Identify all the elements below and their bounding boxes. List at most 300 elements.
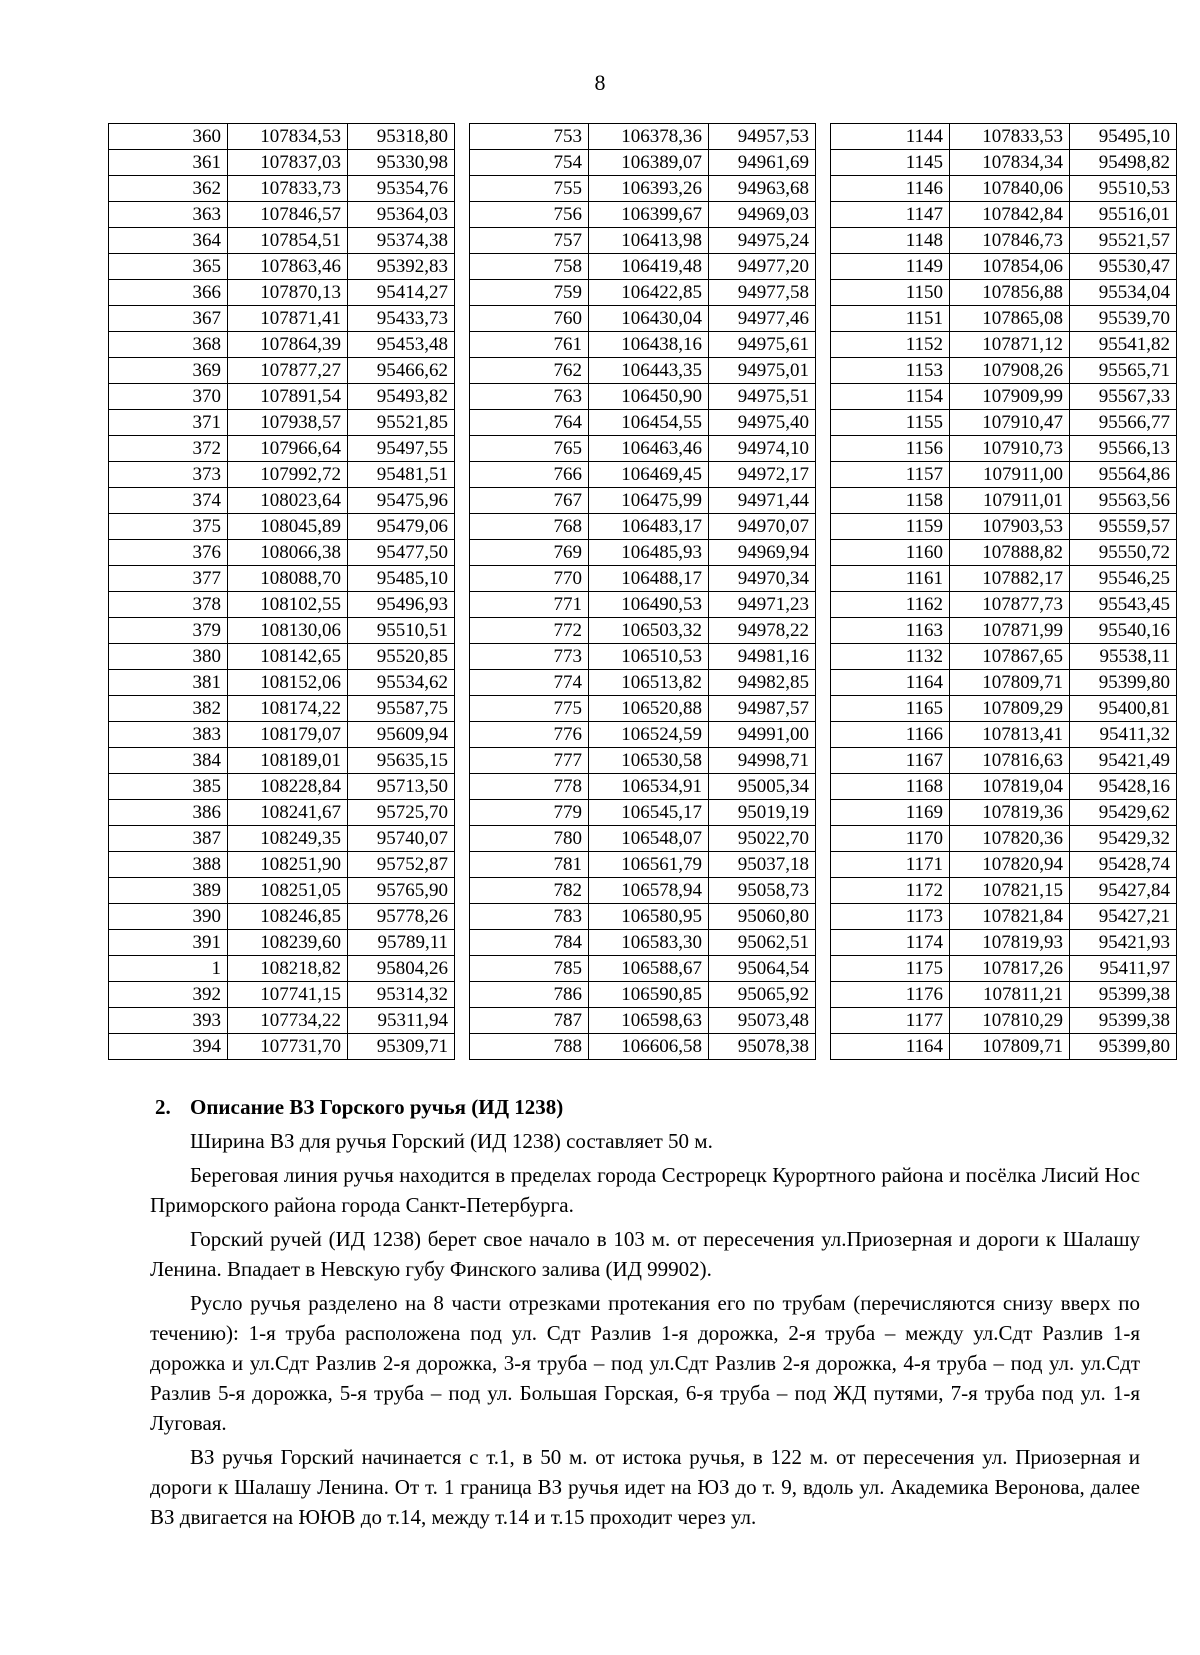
point-number-cell: 362 bbox=[109, 176, 228, 202]
x-coordinate-cell: 108023,64 bbox=[228, 488, 348, 514]
table-row bbox=[831, 748, 1177, 774]
point-number-cell: 1148 bbox=[831, 228, 950, 254]
table-row bbox=[831, 332, 1177, 358]
x-coordinate-cell: 106510,53 bbox=[589, 644, 709, 670]
table-row bbox=[831, 202, 1177, 228]
x-coordinate-cell: 106561,79 bbox=[589, 852, 709, 878]
point-number-cell: 777 bbox=[470, 748, 589, 774]
point-number-cell: 754 bbox=[470, 150, 589, 176]
y-coordinate-cell: 94974,10 bbox=[709, 436, 816, 462]
point-number-cell: 380 bbox=[109, 644, 228, 670]
y-coordinate-cell: 94975,40 bbox=[709, 410, 816, 436]
point-number-cell: 756 bbox=[470, 202, 589, 228]
table-row bbox=[470, 384, 816, 410]
table-row bbox=[109, 540, 455, 566]
point-number-cell: 367 bbox=[109, 306, 228, 332]
point-number-cell: 1 bbox=[109, 956, 228, 982]
x-coordinate-cell: 107834,53 bbox=[228, 124, 348, 150]
y-coordinate-cell: 95543,45 bbox=[1070, 592, 1177, 618]
table-row bbox=[470, 228, 816, 254]
y-coordinate-cell: 95563,56 bbox=[1070, 488, 1177, 514]
x-coordinate-cell: 106598,63 bbox=[589, 1008, 709, 1034]
point-number-cell: 1145 bbox=[831, 150, 950, 176]
point-number-cell: 1170 bbox=[831, 826, 950, 852]
y-coordinate-cell: 95534,62 bbox=[348, 670, 455, 696]
paragraph: ВЗ ручья Горский начинается с т.1, в 50 м. от истока ручья, в 122 м. от пересечения ул. Приозерная и дороги к Шалашу Ленина. От т. 1 граница ВЗ ручья идет на ЮЗ до т. 9, вдоль ул. Академика Веронова, далее ВЗ двигается на ЮЮВ до т.14, между т.14 и т.15 проходит через ул. bbox=[150, 1445, 1140, 1529]
point-number-cell: 363 bbox=[109, 202, 228, 228]
table-row bbox=[831, 956, 1177, 982]
y-coordinate-cell: 95354,76 bbox=[348, 176, 455, 202]
x-coordinate-cell: 106443,35 bbox=[589, 358, 709, 384]
point-number-cell: 771 bbox=[470, 592, 589, 618]
y-coordinate-cell: 95428,74 bbox=[1070, 852, 1177, 878]
y-coordinate-cell: 95510,53 bbox=[1070, 176, 1177, 202]
point-number-cell: 766 bbox=[470, 462, 589, 488]
y-coordinate-cell: 95065,92 bbox=[709, 982, 816, 1008]
point-number-cell: 782 bbox=[470, 878, 589, 904]
y-coordinate-cell: 95609,94 bbox=[348, 722, 455, 748]
point-number-cell: 372 bbox=[109, 436, 228, 462]
y-coordinate-cell: 95392,83 bbox=[348, 254, 455, 280]
point-number-cell: 1172 bbox=[831, 878, 950, 904]
point-number-cell: 1149 bbox=[831, 254, 950, 280]
table-row bbox=[831, 150, 1177, 176]
point-number-cell: 1157 bbox=[831, 462, 950, 488]
table-row bbox=[470, 332, 816, 358]
x-coordinate-cell: 107908,26 bbox=[950, 358, 1070, 384]
table-row bbox=[109, 306, 455, 332]
x-coordinate-cell: 107819,36 bbox=[950, 800, 1070, 826]
table-row bbox=[470, 774, 816, 800]
table-row bbox=[470, 722, 816, 748]
y-coordinate-cell: 95496,93 bbox=[348, 592, 455, 618]
x-coordinate-cell: 108189,01 bbox=[228, 748, 348, 774]
point-number-cell: 1152 bbox=[831, 332, 950, 358]
point-number-cell: 780 bbox=[470, 826, 589, 852]
x-coordinate-cell: 108066,38 bbox=[228, 540, 348, 566]
x-coordinate-cell: 107877,27 bbox=[228, 358, 348, 384]
y-coordinate-cell: 95062,51 bbox=[709, 930, 816, 956]
table-row bbox=[470, 410, 816, 436]
y-coordinate-cell: 95318,80 bbox=[348, 124, 455, 150]
point-number-cell: 1168 bbox=[831, 774, 950, 800]
table-row bbox=[109, 566, 455, 592]
table-row bbox=[109, 1034, 455, 1060]
point-number-cell: 779 bbox=[470, 800, 589, 826]
x-coordinate-cell: 108249,35 bbox=[228, 826, 348, 852]
table-row bbox=[109, 878, 455, 904]
point-number-cell: 361 bbox=[109, 150, 228, 176]
table-row bbox=[109, 280, 455, 306]
x-coordinate-cell: 106422,85 bbox=[589, 280, 709, 306]
table-row bbox=[470, 982, 816, 1008]
y-coordinate-cell: 95399,80 bbox=[1070, 670, 1177, 696]
table-row bbox=[109, 1008, 455, 1034]
x-coordinate-cell: 107809,71 bbox=[950, 1034, 1070, 1060]
point-number-cell: 783 bbox=[470, 904, 589, 930]
table-row bbox=[109, 748, 455, 774]
y-coordinate-cell: 94987,57 bbox=[709, 696, 816, 722]
point-number-cell: 770 bbox=[470, 566, 589, 592]
table-row bbox=[831, 1008, 1177, 1034]
y-coordinate-cell: 95078,38 bbox=[709, 1034, 816, 1060]
point-number-cell: 1176 bbox=[831, 982, 950, 1008]
point-number-cell: 753 bbox=[470, 124, 589, 150]
table-row bbox=[831, 644, 1177, 670]
point-number-cell: 776 bbox=[470, 722, 589, 748]
y-coordinate-cell: 94957,53 bbox=[709, 124, 816, 150]
y-coordinate-cell: 95427,21 bbox=[1070, 904, 1177, 930]
point-number-cell: 1151 bbox=[831, 306, 950, 332]
point-number-cell: 757 bbox=[470, 228, 589, 254]
table-row bbox=[470, 358, 816, 384]
point-number-cell: 1144 bbox=[831, 124, 950, 150]
y-coordinate-cell: 95752,87 bbox=[348, 852, 455, 878]
y-coordinate-cell: 95433,73 bbox=[348, 306, 455, 332]
y-coordinate-cell: 95309,71 bbox=[348, 1034, 455, 1060]
x-coordinate-cell: 106588,67 bbox=[589, 956, 709, 982]
x-coordinate-cell: 107891,54 bbox=[228, 384, 348, 410]
y-coordinate-cell: 94978,22 bbox=[709, 618, 816, 644]
x-coordinate-cell: 106548,07 bbox=[589, 826, 709, 852]
x-coordinate-cell: 107854,06 bbox=[950, 254, 1070, 280]
point-number-cell: 1174 bbox=[831, 930, 950, 956]
table-row bbox=[109, 618, 455, 644]
y-coordinate-cell: 95566,77 bbox=[1070, 410, 1177, 436]
y-coordinate-cell: 95559,57 bbox=[1070, 514, 1177, 540]
point-number-cell: 1161 bbox=[831, 566, 950, 592]
x-coordinate-cell: 106513,82 bbox=[589, 670, 709, 696]
x-coordinate-cell: 106530,58 bbox=[589, 748, 709, 774]
table-row bbox=[831, 904, 1177, 930]
table-row bbox=[470, 436, 816, 462]
table-row bbox=[470, 748, 816, 774]
table-row bbox=[109, 202, 455, 228]
x-coordinate-cell: 106393,26 bbox=[589, 176, 709, 202]
y-coordinate-cell: 95022,70 bbox=[709, 826, 816, 852]
point-number-cell: 1146 bbox=[831, 176, 950, 202]
y-coordinate-cell: 95516,01 bbox=[1070, 202, 1177, 228]
y-coordinate-cell: 95037,18 bbox=[709, 852, 816, 878]
table-row bbox=[470, 800, 816, 826]
x-coordinate-cell: 107813,41 bbox=[950, 722, 1070, 748]
table-row bbox=[470, 618, 816, 644]
y-coordinate-cell: 95399,38 bbox=[1070, 1008, 1177, 1034]
x-coordinate-cell: 107741,15 bbox=[228, 982, 348, 1008]
point-number-cell: 386 bbox=[109, 800, 228, 826]
point-number-cell: 379 bbox=[109, 618, 228, 644]
section-title: Описание ВЗ Горского ручья (ИД 1238) bbox=[190, 1095, 564, 1119]
x-coordinate-cell: 108130,06 bbox=[228, 618, 348, 644]
table-row bbox=[109, 228, 455, 254]
table-row bbox=[470, 514, 816, 540]
point-number-cell: 1159 bbox=[831, 514, 950, 540]
y-coordinate-cell: 94977,20 bbox=[709, 254, 816, 280]
table-row bbox=[470, 176, 816, 202]
table-row bbox=[470, 124, 816, 150]
x-coordinate-cell: 107909,99 bbox=[950, 384, 1070, 410]
point-number-cell: 758 bbox=[470, 254, 589, 280]
x-coordinate-cell: 107910,47 bbox=[950, 410, 1070, 436]
table-row bbox=[831, 306, 1177, 332]
y-coordinate-cell: 95778,26 bbox=[348, 904, 455, 930]
x-coordinate-cell: 108251,90 bbox=[228, 852, 348, 878]
y-coordinate-cell: 94975,24 bbox=[709, 228, 816, 254]
table-row bbox=[470, 1034, 816, 1060]
point-number-cell: 1175 bbox=[831, 956, 950, 982]
paragraph: Береговая линия ручья находится в пределах города Сестрорецк Курортного района и посёлка Лисий Нос Приморского района города Санкт-Петербурга. bbox=[150, 1163, 1140, 1217]
table-row bbox=[470, 540, 816, 566]
x-coordinate-cell: 107911,01 bbox=[950, 488, 1070, 514]
x-coordinate-cell: 106578,94 bbox=[589, 878, 709, 904]
x-coordinate-cell: 106590,85 bbox=[589, 982, 709, 1008]
point-number-cell: 360 bbox=[109, 124, 228, 150]
point-number-cell: 384 bbox=[109, 748, 228, 774]
x-coordinate-cell: 107882,17 bbox=[950, 566, 1070, 592]
point-number-cell: 765 bbox=[470, 436, 589, 462]
x-coordinate-cell: 107903,53 bbox=[950, 514, 1070, 540]
point-number-cell: 786 bbox=[470, 982, 589, 1008]
y-coordinate-cell: 95725,70 bbox=[348, 800, 455, 826]
x-coordinate-cell: 108246,85 bbox=[228, 904, 348, 930]
y-coordinate-cell: 95587,75 bbox=[348, 696, 455, 722]
table-row bbox=[831, 358, 1177, 384]
point-number-cell: 1147 bbox=[831, 202, 950, 228]
x-coordinate-cell: 107734,22 bbox=[228, 1008, 348, 1034]
table-row bbox=[109, 956, 455, 982]
point-number-cell: 1164 bbox=[831, 670, 950, 696]
table-row bbox=[470, 930, 816, 956]
table-row bbox=[109, 930, 455, 956]
point-number-cell: 366 bbox=[109, 280, 228, 306]
table-row bbox=[109, 358, 455, 384]
point-number-cell: 376 bbox=[109, 540, 228, 566]
y-coordinate-cell: 95429,62 bbox=[1070, 800, 1177, 826]
y-coordinate-cell: 95428,16 bbox=[1070, 774, 1177, 800]
table-row bbox=[109, 124, 455, 150]
x-coordinate-cell: 108152,06 bbox=[228, 670, 348, 696]
table-row bbox=[831, 436, 1177, 462]
point-number-cell: 778 bbox=[470, 774, 589, 800]
x-coordinate-cell: 107731,70 bbox=[228, 1034, 348, 1060]
x-coordinate-cell: 107817,26 bbox=[950, 956, 1070, 982]
point-number-cell: 760 bbox=[470, 306, 589, 332]
x-coordinate-cell: 107877,73 bbox=[950, 592, 1070, 618]
y-coordinate-cell: 95546,25 bbox=[1070, 566, 1177, 592]
point-number-cell: 389 bbox=[109, 878, 228, 904]
y-coordinate-cell: 95485,10 bbox=[348, 566, 455, 592]
x-coordinate-cell: 107871,41 bbox=[228, 306, 348, 332]
y-coordinate-cell: 95550,72 bbox=[1070, 540, 1177, 566]
y-coordinate-cell: 95060,80 bbox=[709, 904, 816, 930]
y-coordinate-cell: 94971,23 bbox=[709, 592, 816, 618]
point-number-cell: 390 bbox=[109, 904, 228, 930]
y-coordinate-cell: 95540,16 bbox=[1070, 618, 1177, 644]
table-row bbox=[470, 202, 816, 228]
y-coordinate-cell: 95567,33 bbox=[1070, 384, 1177, 410]
x-coordinate-cell: 106450,90 bbox=[589, 384, 709, 410]
table-row bbox=[831, 826, 1177, 852]
x-coordinate-cell: 107867,65 bbox=[950, 644, 1070, 670]
y-coordinate-cell: 95421,49 bbox=[1070, 748, 1177, 774]
x-coordinate-cell: 107938,57 bbox=[228, 410, 348, 436]
table-row bbox=[109, 462, 455, 488]
point-number-cell: 393 bbox=[109, 1008, 228, 1034]
y-coordinate-cell: 94982,85 bbox=[709, 670, 816, 696]
point-number-cell: 1166 bbox=[831, 722, 950, 748]
x-coordinate-cell: 108102,55 bbox=[228, 592, 348, 618]
y-coordinate-cell: 95538,11 bbox=[1070, 644, 1177, 670]
table-row bbox=[831, 410, 1177, 436]
point-number-cell: 772 bbox=[470, 618, 589, 644]
table-row bbox=[470, 150, 816, 176]
table-row bbox=[109, 982, 455, 1008]
y-coordinate-cell: 95493,82 bbox=[348, 384, 455, 410]
point-number-cell: 1150 bbox=[831, 280, 950, 306]
y-coordinate-cell: 95073,48 bbox=[709, 1008, 816, 1034]
x-coordinate-cell: 106475,99 bbox=[589, 488, 709, 514]
x-coordinate-cell: 107854,51 bbox=[228, 228, 348, 254]
table-row bbox=[470, 826, 816, 852]
x-coordinate-cell: 107837,03 bbox=[228, 150, 348, 176]
x-coordinate-cell: 106469,45 bbox=[589, 462, 709, 488]
table-row bbox=[831, 930, 1177, 956]
y-coordinate-cell: 95564,86 bbox=[1070, 462, 1177, 488]
table-row bbox=[831, 488, 1177, 514]
y-coordinate-cell: 95330,98 bbox=[348, 150, 455, 176]
paragraph: Горский ручей (ИД 1238) берет свое начало в 103 м. от пересечения ул.Приозерная и дороги к Шалашу Ленина. Впадает в Невскую губу Финского залива (ИД 99902). bbox=[150, 1227, 1140, 1281]
y-coordinate-cell: 95713,50 bbox=[348, 774, 455, 800]
y-coordinate-cell: 95498,82 bbox=[1070, 150, 1177, 176]
table-row bbox=[831, 800, 1177, 826]
point-number-cell: 385 bbox=[109, 774, 228, 800]
table-row bbox=[109, 332, 455, 358]
table-row bbox=[470, 852, 816, 878]
x-coordinate-cell: 107833,53 bbox=[950, 124, 1070, 150]
point-number-cell: 392 bbox=[109, 982, 228, 1008]
x-coordinate-cell: 108218,82 bbox=[228, 956, 348, 982]
x-coordinate-cell: 106490,53 bbox=[589, 592, 709, 618]
point-number-cell: 369 bbox=[109, 358, 228, 384]
y-coordinate-cell: 95414,27 bbox=[348, 280, 455, 306]
x-coordinate-cell: 107966,64 bbox=[228, 436, 348, 462]
x-coordinate-cell: 106503,32 bbox=[589, 618, 709, 644]
y-coordinate-cell: 95058,73 bbox=[709, 878, 816, 904]
table-row bbox=[831, 670, 1177, 696]
x-coordinate-cell: 107871,12 bbox=[950, 332, 1070, 358]
y-coordinate-cell: 94963,68 bbox=[709, 176, 816, 202]
x-coordinate-cell: 106438,16 bbox=[589, 332, 709, 358]
point-number-cell: 1132 bbox=[831, 644, 950, 670]
x-coordinate-cell: 107820,36 bbox=[950, 826, 1070, 852]
point-number-cell: 775 bbox=[470, 696, 589, 722]
point-number-cell: 1177 bbox=[831, 1008, 950, 1034]
point-number-cell: 1167 bbox=[831, 748, 950, 774]
point-number-cell: 1155 bbox=[831, 410, 950, 436]
point-number-cell: 378 bbox=[109, 592, 228, 618]
x-coordinate-cell: 107840,06 bbox=[950, 176, 1070, 202]
table-row bbox=[831, 696, 1177, 722]
x-coordinate-cell: 107846,57 bbox=[228, 202, 348, 228]
x-coordinate-cell: 106583,30 bbox=[589, 930, 709, 956]
table-row bbox=[109, 176, 455, 202]
y-coordinate-cell: 95411,32 bbox=[1070, 722, 1177, 748]
table-row bbox=[831, 618, 1177, 644]
y-coordinate-cell: 95534,04 bbox=[1070, 280, 1177, 306]
y-coordinate-cell: 94971,44 bbox=[709, 488, 816, 514]
x-coordinate-cell: 107842,84 bbox=[950, 202, 1070, 228]
point-number-cell: 374 bbox=[109, 488, 228, 514]
y-coordinate-cell: 95429,32 bbox=[1070, 826, 1177, 852]
point-number-cell: 382 bbox=[109, 696, 228, 722]
y-coordinate-cell: 95479,06 bbox=[348, 514, 455, 540]
table-row bbox=[109, 150, 455, 176]
x-coordinate-cell: 107833,73 bbox=[228, 176, 348, 202]
table-row bbox=[470, 670, 816, 696]
y-coordinate-cell: 95510,51 bbox=[348, 618, 455, 644]
x-coordinate-cell: 108179,07 bbox=[228, 722, 348, 748]
x-coordinate-cell: 107819,04 bbox=[950, 774, 1070, 800]
x-coordinate-cell: 107810,29 bbox=[950, 1008, 1070, 1034]
y-coordinate-cell: 94961,69 bbox=[709, 150, 816, 176]
point-number-cell: 767 bbox=[470, 488, 589, 514]
point-number-cell: 375 bbox=[109, 514, 228, 540]
x-coordinate-cell: 108088,70 bbox=[228, 566, 348, 592]
x-coordinate-cell: 108228,84 bbox=[228, 774, 348, 800]
table-row bbox=[470, 566, 816, 592]
x-coordinate-cell: 108241,67 bbox=[228, 800, 348, 826]
point-number-cell: 763 bbox=[470, 384, 589, 410]
y-coordinate-cell: 95495,10 bbox=[1070, 124, 1177, 150]
y-coordinate-cell: 94972,17 bbox=[709, 462, 816, 488]
section-number: 2. bbox=[155, 1095, 171, 1119]
coordinates-table-1 bbox=[108, 123, 455, 1060]
x-coordinate-cell: 106488,17 bbox=[589, 566, 709, 592]
table-row bbox=[470, 488, 816, 514]
point-number-cell: 787 bbox=[470, 1008, 589, 1034]
y-coordinate-cell: 95374,38 bbox=[348, 228, 455, 254]
point-number-cell: 769 bbox=[470, 540, 589, 566]
x-coordinate-cell: 107809,71 bbox=[950, 670, 1070, 696]
point-number-cell: 1162 bbox=[831, 592, 950, 618]
x-coordinate-cell: 107846,73 bbox=[950, 228, 1070, 254]
y-coordinate-cell: 94998,71 bbox=[709, 748, 816, 774]
y-coordinate-cell: 95399,80 bbox=[1070, 1034, 1177, 1060]
point-number-cell: 381 bbox=[109, 670, 228, 696]
x-coordinate-cell: 107864,39 bbox=[228, 332, 348, 358]
x-coordinate-cell: 108239,60 bbox=[228, 930, 348, 956]
point-number-cell: 1153 bbox=[831, 358, 950, 384]
y-coordinate-cell: 94970,07 bbox=[709, 514, 816, 540]
x-coordinate-cell: 106430,04 bbox=[589, 306, 709, 332]
x-coordinate-cell: 107820,94 bbox=[950, 852, 1070, 878]
paragraph: Русло ручья разделено на 8 части отрезками протекания его по трубам (перечисляются снизу вверх по течению): 1-я труба расположена под ул. Сдт Разлив 1-я дорожка, 2-я труба – между ул.Сдт Разлив 1-я дорожка и ул.Сдт Разлив 2-я дорожка, 3-я труба – под ул.Сдт Разлив 2-я дорожка, 4-я труба – под ул. ул.Сдт Разлив 5-я дорожка, 5-я труба – под ул. Большая Горская, 6-я труба – под ЖД путями, 7-я труба под ул. 1-я Луговая. bbox=[150, 1291, 1140, 1435]
table-row bbox=[109, 904, 455, 930]
y-coordinate-cell: 95481,51 bbox=[348, 462, 455, 488]
y-coordinate-cell: 95064,54 bbox=[709, 956, 816, 982]
table-row bbox=[470, 280, 816, 306]
point-number-cell: 388 bbox=[109, 852, 228, 878]
y-coordinate-cell: 95364,03 bbox=[348, 202, 455, 228]
table-row bbox=[831, 514, 1177, 540]
y-coordinate-cell: 94969,03 bbox=[709, 202, 816, 228]
y-coordinate-cell: 95466,62 bbox=[348, 358, 455, 384]
point-number-cell: 1171 bbox=[831, 852, 950, 878]
point-number-cell: 383 bbox=[109, 722, 228, 748]
table-row bbox=[470, 306, 816, 332]
y-coordinate-cell: 95399,38 bbox=[1070, 982, 1177, 1008]
y-coordinate-cell: 95765,90 bbox=[348, 878, 455, 904]
